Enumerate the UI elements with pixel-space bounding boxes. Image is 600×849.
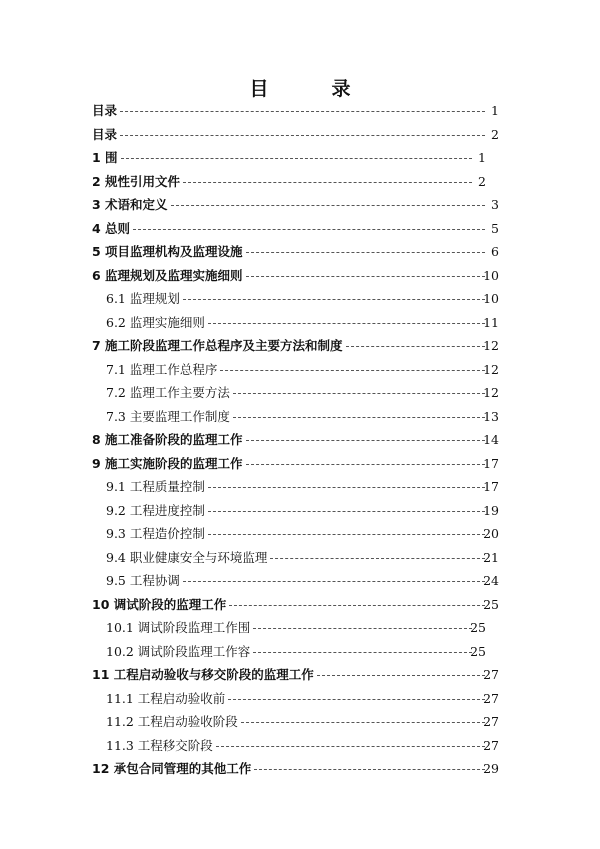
toc-entry-page: 12 xyxy=(483,338,499,353)
toc-entry[interactable] xyxy=(0,687,600,711)
toc-leader xyxy=(246,252,485,253)
toc-entry-page: 27 xyxy=(483,667,499,682)
toc-leader xyxy=(216,746,485,747)
toc-entry-title: 11 工程启动验收与移交阶段的监理工作 xyxy=(92,667,314,682)
toc-entry-title: 2 规性引用文件 xyxy=(92,173,181,189)
toc-entry-title: 12 承包合同管理的其他工作 xyxy=(92,761,252,776)
toc-entry[interactable] xyxy=(0,334,600,358)
toc-entry-title: 1 围 xyxy=(92,150,118,165)
toc-leader xyxy=(253,652,472,653)
toc-entry[interactable] xyxy=(0,123,600,147)
toc-entry-page: 17 xyxy=(483,479,499,494)
toc-entry[interactable] xyxy=(0,616,600,640)
toc-entry-page: 25 xyxy=(470,643,486,659)
toc-leader xyxy=(254,769,485,770)
toc-leader xyxy=(246,440,485,441)
table-of-contents xyxy=(0,99,600,781)
toc-leader xyxy=(208,534,485,535)
toc-leader xyxy=(253,628,472,629)
toc-leader xyxy=(183,581,485,582)
toc-entry-page: 17 xyxy=(483,455,499,471)
toc-entry-page: 12 xyxy=(483,361,499,377)
toc-entry-page: 11 xyxy=(483,314,499,330)
toc-entry[interactable] xyxy=(0,593,600,617)
toc-leader xyxy=(246,276,485,277)
toc-entry-page: 27 xyxy=(483,714,499,729)
toc-entry-page: 24 xyxy=(483,573,499,588)
toc-entry-title: 7.2 监理工作主要方法 xyxy=(106,385,230,400)
toc-entry-page: 5 xyxy=(491,220,499,236)
toc-entry[interactable] xyxy=(0,640,600,664)
toc-entry[interactable] xyxy=(0,193,600,217)
toc-entry-page: 21 xyxy=(483,549,499,565)
toc-entry[interactable] xyxy=(0,569,600,593)
toc-leader xyxy=(346,346,485,347)
toc-leader xyxy=(233,417,485,418)
toc-entry-page: 2 xyxy=(478,173,486,189)
page-title: 目 录 xyxy=(249,78,373,100)
toc-entry-page: 2 xyxy=(491,126,499,142)
toc-entry[interactable] xyxy=(0,240,600,264)
toc-entry-title: 3 术语和定义 xyxy=(92,197,168,212)
toc-entry-page: 12 xyxy=(483,385,499,400)
toc-entry[interactable] xyxy=(0,757,600,781)
toc-entry[interactable] xyxy=(0,546,600,570)
toc-entry-title: 6 监理规划及监理实施细则 xyxy=(92,267,243,283)
toc-leader xyxy=(233,393,485,394)
toc-entry-title: 目录 xyxy=(92,126,118,142)
toc-entry-page: 14 xyxy=(483,432,499,447)
toc-entry[interactable] xyxy=(0,146,600,170)
toc-entry-title: 5 项目监理机构及监理设施 xyxy=(92,244,243,259)
toc-entry-page: 1 xyxy=(491,103,499,118)
toc-entry-title: 7 施工阶段监理工作总程序及主要方法和制度 xyxy=(92,338,343,353)
toc-entry-title: 11.3 工程移交阶段 xyxy=(106,737,213,753)
toc-entry[interactable] xyxy=(0,475,600,499)
toc-entry[interactable] xyxy=(0,311,600,335)
toc-entry-title: 7.3 主要监理工作制度 xyxy=(106,408,230,424)
toc-entry[interactable] xyxy=(0,522,600,546)
toc-leader xyxy=(241,722,485,723)
toc-entry[interactable] xyxy=(0,358,600,382)
toc-leader xyxy=(183,299,485,300)
toc-entry-title: 7.1 监理工作总程序 xyxy=(106,361,218,377)
toc-leader xyxy=(183,182,472,183)
toc-leader xyxy=(208,487,485,488)
toc-entry[interactable] xyxy=(0,710,600,734)
toc-entry-page: 25 xyxy=(483,596,499,612)
toc-entry[interactable] xyxy=(0,381,600,405)
toc-entry[interactable] xyxy=(0,452,600,476)
toc-entry-title: 10.1 调试阶段监理工作围 xyxy=(106,620,251,635)
toc-entry-title: 9.4 职业健康安全与环境监理 xyxy=(106,549,268,565)
toc-entry[interactable] xyxy=(0,264,600,288)
toc-entry-title: 9.1 工程质量控制 xyxy=(106,479,205,494)
toc-entry[interactable] xyxy=(0,663,600,687)
toc-entry-page: 19 xyxy=(483,502,499,518)
toc-leader xyxy=(270,558,485,559)
toc-entry-title: 10.2 调试阶段监理工作容 xyxy=(106,643,251,659)
toc-entry-title: 目录 xyxy=(92,103,118,118)
toc-entry-title: 9.2 工程进度控制 xyxy=(106,502,205,518)
toc-entry-title: 9 施工实施阶段的监理工作 xyxy=(92,455,243,471)
toc-entry-page: 20 xyxy=(483,526,499,541)
toc-leader xyxy=(120,135,485,136)
toc-entry-title: 11.2 工程启动验收阶段 xyxy=(106,714,238,729)
toc-entry-title: 6.2 监理实施细则 xyxy=(106,314,205,330)
toc-entry-title: 9.5 工程协调 xyxy=(106,573,180,588)
toc-entry-page: 3 xyxy=(491,197,499,212)
toc-entry-page: 13 xyxy=(483,408,499,424)
toc-entry[interactable] xyxy=(0,217,600,241)
toc-leader xyxy=(171,205,485,206)
toc-leader xyxy=(120,111,485,112)
toc-entry-page: 10 xyxy=(483,291,499,306)
toc-leader xyxy=(121,158,472,159)
toc-entry[interactable] xyxy=(0,405,600,429)
toc-entry-title: 11.1 工程启动验收前 xyxy=(106,690,226,706)
toc-entry[interactable] xyxy=(0,170,600,194)
toc-entry-page: 29 xyxy=(483,761,499,776)
toc-entry-page: 25 xyxy=(470,620,486,635)
toc-entry-title: 6.1 监理规划 xyxy=(106,291,180,306)
toc-entry[interactable] xyxy=(0,428,600,452)
toc-entry-page: 10 xyxy=(483,267,499,283)
toc-entry-title: 10 调试阶段的监理工作 xyxy=(92,596,227,612)
toc-entry[interactable] xyxy=(0,734,600,758)
toc-entry[interactable] xyxy=(0,499,600,523)
toc-leader xyxy=(208,511,485,512)
toc-leader xyxy=(229,605,485,606)
toc-entry[interactable] xyxy=(0,99,600,123)
toc-entry-page: 6 xyxy=(491,244,499,259)
toc-leader xyxy=(317,675,485,676)
toc-entry-page: 27 xyxy=(483,737,499,753)
toc-entry-title: 8 施工准备阶段的监理工作 xyxy=(92,432,243,447)
toc-leader xyxy=(133,229,485,230)
toc-entry-title: 9.3 工程造价控制 xyxy=(106,526,205,541)
toc-leader xyxy=(208,323,485,324)
toc-entry-page: 1 xyxy=(478,150,486,165)
toc-leader xyxy=(228,699,485,700)
toc-leader xyxy=(246,464,485,465)
toc-entry[interactable] xyxy=(0,287,600,311)
toc-leader xyxy=(220,370,485,371)
toc-entry-page: 27 xyxy=(483,690,499,706)
toc-entry-title: 4 总则 xyxy=(92,220,131,236)
